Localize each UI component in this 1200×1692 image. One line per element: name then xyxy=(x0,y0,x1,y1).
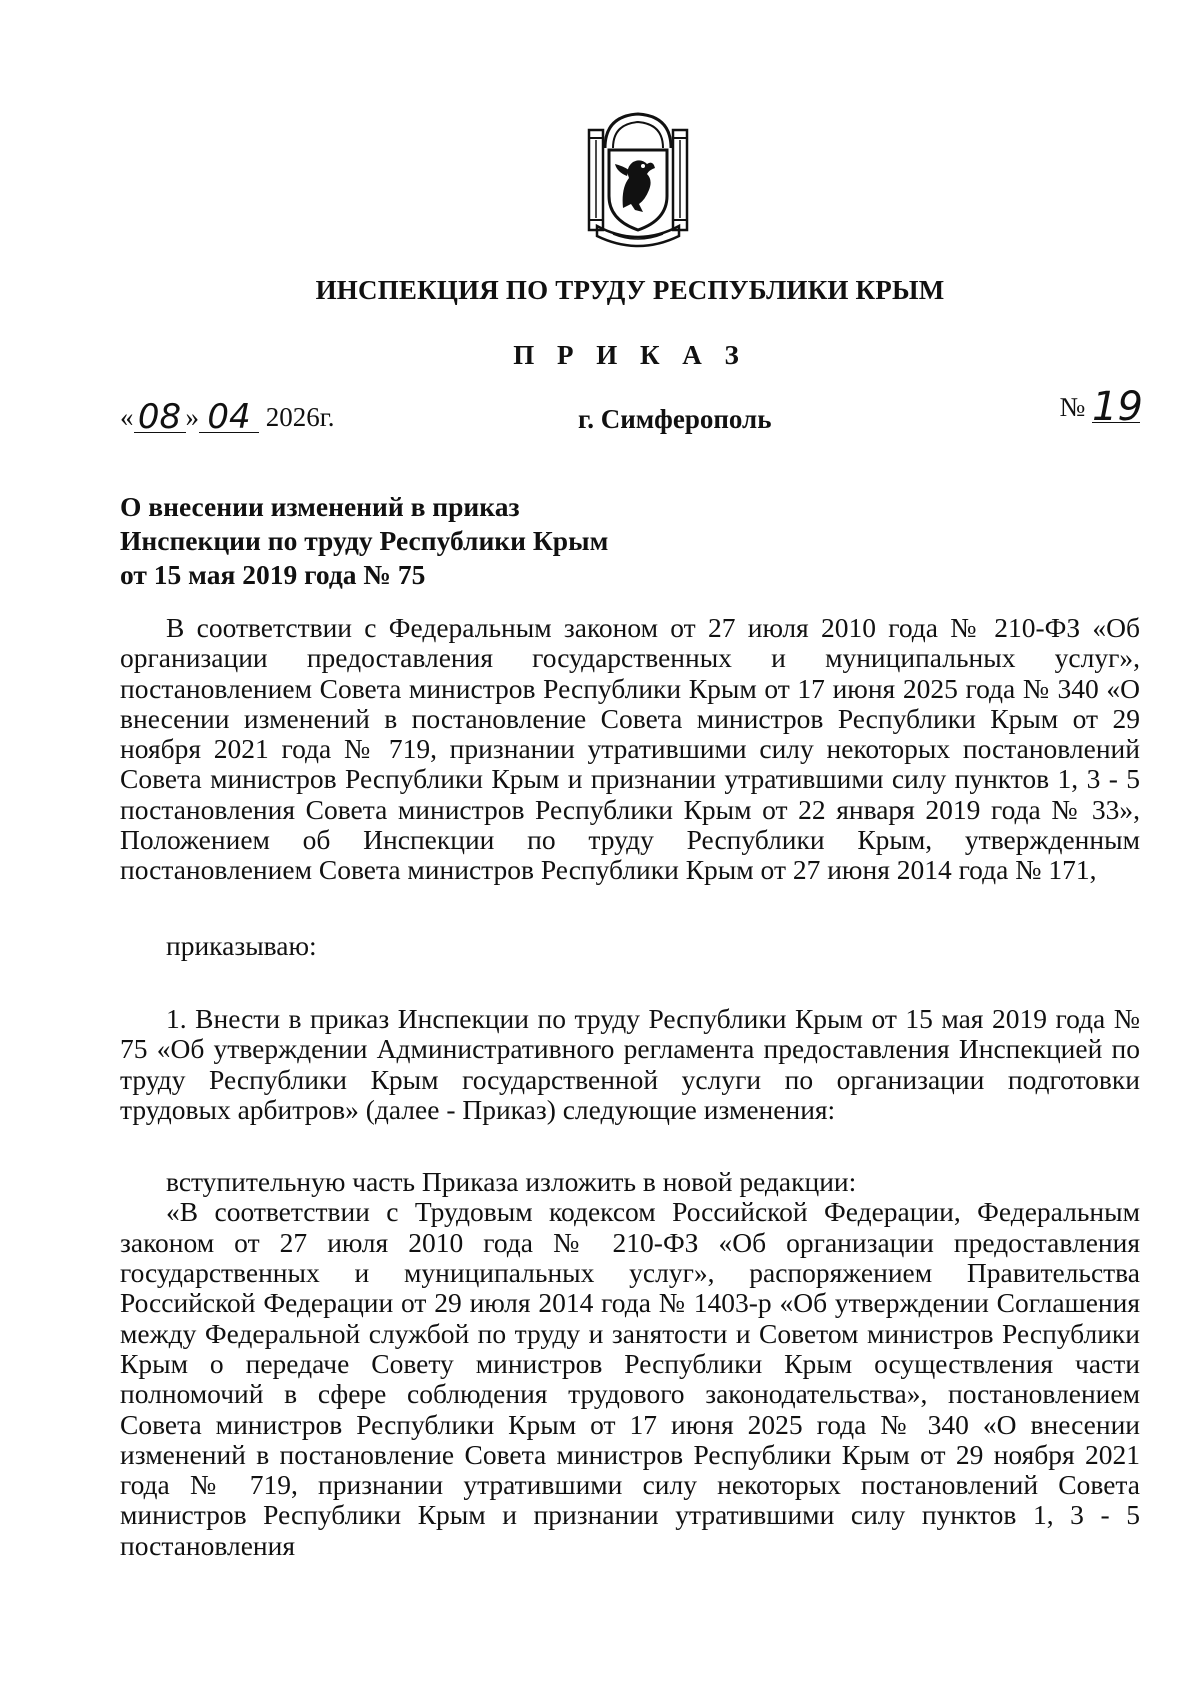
date-number-line xyxy=(120,384,1143,442)
order-word: приказываю: xyxy=(166,929,317,961)
date-year: 2026г. xyxy=(265,402,335,432)
date-month-handwritten: 04 xyxy=(199,402,259,433)
subject-line: Инспекции по труду Республики Крым xyxy=(120,525,609,556)
date-day-handwritten: 08 xyxy=(134,402,186,433)
date-close-quote: » xyxy=(185,402,199,432)
coat-of-arms-emblem xyxy=(583,108,693,248)
change-intro-paragraph: вступительную часть Приказа изложить в новой редакции: xyxy=(166,1166,857,1198)
document-date xyxy=(120,397,335,437)
subject-line: от 15 мая 2019 года № 75 xyxy=(120,559,426,590)
subject-line: О внесении изменений в приказ xyxy=(120,491,520,522)
document-type: П Р И К А З xyxy=(513,340,747,370)
organization-name: ИНСПЕКЦИЯ ПО ТРУДУ РЕСПУБЛИКИ КРЫМ xyxy=(315,275,945,305)
preamble-paragraph: В соответствии с Федеральным законом от 27 июля 2010 года № 210-ФЗ «Об организации предоставления государственных и муниципальных услуг», постановлением Совета министров Республики Крым от 17 июня 2025 года № 340 «О внесении изменений в постановление Совета министров Республики Крым от 29 ноября 2021 года № 719, признании утратившими силу некоторых постановлений Совета министров Республики Крым и признании утратившими силу пунктов 1, 3 - 5 постановления Совета министров Республики Крым от 22 января 2019 года № 33», Положением об Инспекции по труду Республики Крым, утвержденным постановлением Совета министров Республики Крым от 27 июня 2014 года № 171, xyxy=(120,612,1140,886)
document-body xyxy=(120,613,1140,1561)
new-wording-paragraph: «В соответствии с Трудовым кодексом Российской Федерации, Федеральным законом от 27 июля 2010 года № 210-ФЗ «Об организации предоставления государственных и муниципальных услуг», распоряжением Правительства Российской Федерации от 29 июля 2014 года № 1403-р «Об утверждении Соглашения между Федеральной службой по труду и занятости и Советом министров Республики Крым о передаче Совету министров Республики Крым осуществления части полномочий в сфере соблюдения трудового законодательства», постановлением Совета министров Республики Крым от 17 июня 2025 года № 340 «О внесении изменений в постановление Совета министров Республики Крым от 29 ноября 2021 года № 719, признании утратившими силу некоторых постановлений Совета министров Республики Крым и признании утратившими силу пунктов 1, 3 - 5 постановления xyxy=(120,1196,1140,1561)
document-number xyxy=(1059,384,1143,430)
date-open-quote: « xyxy=(120,402,134,432)
number-prefix: № xyxy=(1059,392,1086,422)
number-handwritten: 19 xyxy=(1092,384,1143,430)
item-1-paragraph: 1. Внести в приказ Инспекции по труду Республики Крым от 15 мая 2019 года № 75 «Об утверждении Административного регламента предоставления Инспекцией по труду Республики Крым государственной услуги по организации подготовки трудовых арбитров» (далее - Приказ) следующие изменения: xyxy=(120,1002,1140,1125)
city-name: г. Симферополь xyxy=(578,404,772,434)
document-subject xyxy=(120,490,820,592)
